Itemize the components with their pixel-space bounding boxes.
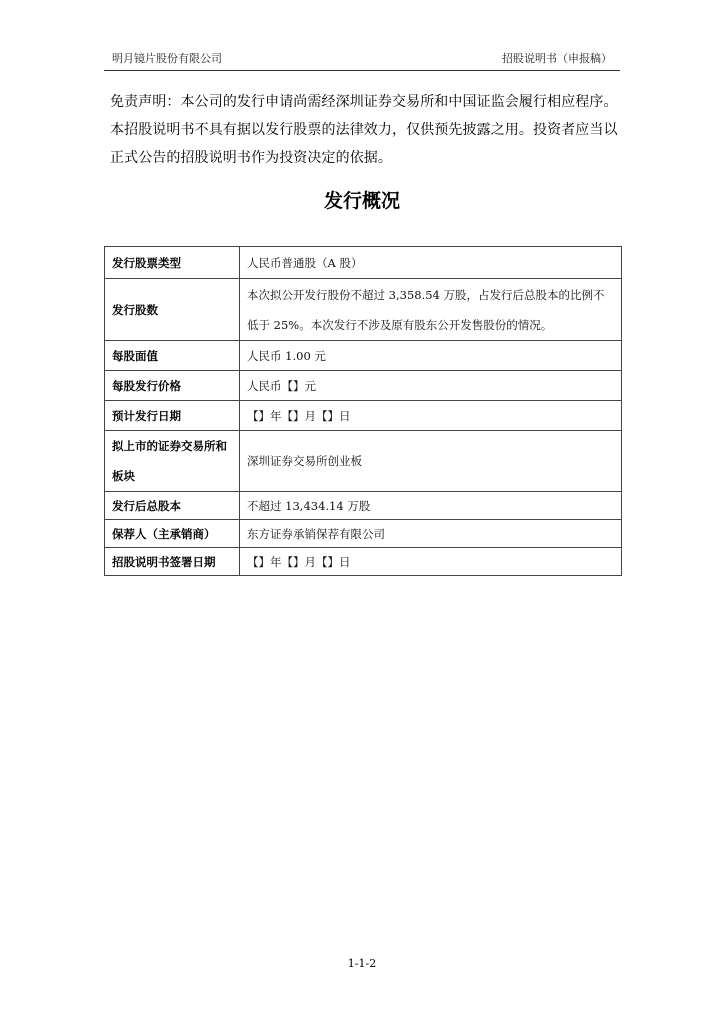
row-key: 每股发行价格 bbox=[105, 371, 240, 401]
row-value: 东方证券承销保荐有限公司 bbox=[240, 520, 622, 548]
row-value: 【】年【】月【】日 bbox=[240, 401, 622, 431]
page-header bbox=[104, 48, 620, 71]
disclaimer-text: 免责声明：本公司的发行申请尚需经深圳证券交易所和中国证监会履行相应程序。本招股说明书不具有据以发行股票的法律效力，仅供预先披露之用。投资者应当以正式公告的招股说明书作为投资决定的依据。 bbox=[110, 94, 618, 166]
offering-overview-table bbox=[104, 246, 622, 576]
row-key: 保荐人（主承销商） bbox=[105, 520, 240, 548]
table-row bbox=[105, 247, 622, 279]
row-key: 发行股数 bbox=[105, 279, 240, 341]
page-number: 1-1-2 bbox=[347, 957, 377, 970]
row-key: 发行股票类型 bbox=[105, 247, 240, 279]
row-key: 拟上市的证券交易所和板块 bbox=[112, 439, 227, 483]
row-value: 本次拟公开发行股份不超过 3,358.54 万股，占发行后总股本的比例不低于 25%。本次发行不涉及原有股东公开发售股份的情况。 bbox=[247, 287, 605, 332]
row-value: 不超过 13,434.14 万股 bbox=[240, 492, 622, 520]
table-row bbox=[105, 279, 622, 341]
table-row bbox=[105, 492, 622, 520]
table-row bbox=[105, 520, 622, 548]
row-key: 每股面值 bbox=[105, 341, 240, 371]
row-key: 发行后总股本 bbox=[105, 492, 240, 520]
table-row bbox=[105, 548, 622, 576]
section-title: 发行概况 bbox=[323, 190, 400, 212]
header-document-type: 招股说明书（申报稿） bbox=[502, 52, 612, 65]
row-value: 人民币普通股（A 股） bbox=[240, 247, 622, 279]
row-value: 【】年【】月【】日 bbox=[240, 548, 622, 576]
row-key: 预计发行日期 bbox=[105, 401, 240, 431]
row-value: 深圳证券交易所创业板 bbox=[240, 431, 622, 492]
row-key: 招股说明书签署日期 bbox=[105, 548, 240, 576]
table-row bbox=[105, 401, 622, 431]
header-company-name: 明月镜片股份有限公司 bbox=[112, 52, 222, 65]
table-row bbox=[105, 341, 622, 371]
row-value: 人民币【】元 bbox=[240, 371, 622, 401]
table-row bbox=[105, 371, 622, 401]
table-row bbox=[105, 431, 622, 492]
row-value: 人民币 1.00 元 bbox=[240, 341, 622, 371]
